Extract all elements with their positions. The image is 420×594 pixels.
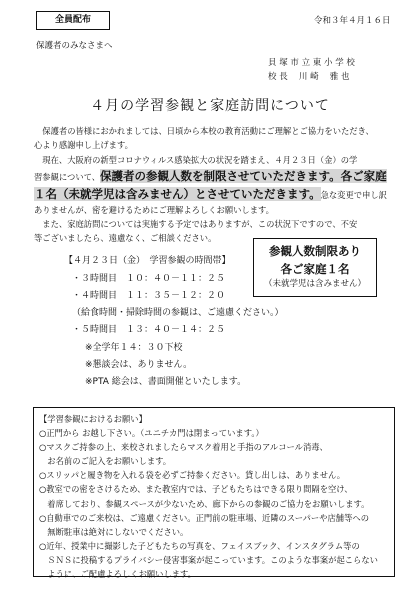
request-item: 着席しており、参観スペースが少ないため、廊下からの参観のご協力をお願いします。 xyxy=(39,498,370,509)
request-item: ○スリッパと履き物を入れる袋を必ずご持参ください。貸し出しは、ありません。 xyxy=(39,470,346,481)
schedule-period-5: ・５時間目 １３：４０－１４：２５ xyxy=(72,325,226,335)
body-text: 習参観について、 xyxy=(34,171,101,182)
body-line: また、家庭訪問については実施する予定ではありますが、この状況下ですので、不安 xyxy=(34,219,358,229)
body-text: 急な変更で申し訳 xyxy=(320,189,387,200)
request-item: ○自動車でのご来校は、ご遠慮ください。正門前の駐車場、近隣のスーパーや店舗等への xyxy=(39,512,369,523)
highlighted-text: １名（未就学児は含みません）とさせていただきます。 xyxy=(34,186,321,201)
schedule-note-meeting: ※懇談会は、ありません。 xyxy=(85,360,193,370)
body-line: 現在、大阪府の新型コロナウィルス感染拡大の状況を踏まえ、４月２３日（金）の学 xyxy=(34,155,358,165)
requests-box xyxy=(33,407,395,580)
schedule-lunch-note: （給食時間・掃除時間の参観は、ご遠慮ください。） xyxy=(72,308,284,318)
request-item: ○教室での密をさけるため、また教室内では、子どもたちはできる限り間隔を空け、 xyxy=(39,484,353,495)
body-paragraph-2 xyxy=(34,154,387,217)
request-item: 無断駐車は絶対にしないでください。 xyxy=(39,526,189,537)
request-item: ＳＮＳに投稿するプライバシー侵害事案が起こっています。このような事案が起こらない xyxy=(39,554,378,565)
requests-heading: 【学習参観におけるお願い】 xyxy=(39,414,147,424)
limit-heading: 参観人数制限あり xyxy=(269,244,361,258)
attendance-limit-box xyxy=(253,238,377,297)
schedule-period-3: ・３時間目 １０：４０－１１：２５ xyxy=(72,274,226,284)
schedule-period-4: ・４時間目 １１：３５－１２：２０ xyxy=(72,291,226,301)
body-line: 保護者の皆様におかれましては、日頃から本校の教育活動にご理解とご協力をいただき、 xyxy=(34,126,374,136)
request-item: ○近年、授業中に撮影した子どもたちの写真を、フェイスブック、インスタグラム等の xyxy=(39,540,360,551)
issue-date: 令和３年４月１６日 xyxy=(314,16,391,26)
body-line: 等ございましたら、遠慮なく、ご相談ください。 xyxy=(34,232,217,243)
body-line xyxy=(34,168,387,186)
request-item: お名前のご記入をお願いします。 xyxy=(39,456,172,467)
schedule-heading: 【４月２３日（金） 学習参観の時間帯】 xyxy=(64,256,231,266)
limit-count: 各ご家庭１名 xyxy=(280,262,350,276)
principal-name: 校 長 川 崎 雅 也 xyxy=(268,72,350,82)
schedule-note-dismissal: ※全学年１４：３０下校 xyxy=(85,343,183,353)
body-paragraph-1 xyxy=(34,125,374,152)
request-item: ○マスクご持参の上、来校されましたらマスク着用と手指のアルコール消毒、 xyxy=(39,442,328,453)
body-line xyxy=(34,186,387,204)
page-title: ４月の学習参観と家庭訪問について xyxy=(90,98,330,114)
request-item: ○正門から お越し下さい。（ユニチカ門は閉まっています。） xyxy=(39,428,264,439)
school-name: 貝 塚 市 立 東 小 学 校 xyxy=(268,58,355,68)
body-line: ありませんが、密を避けるためにご理解よろしくお願いします。 xyxy=(34,204,274,215)
request-item: ように、ご配慮よろしくお願いします。 xyxy=(39,569,196,580)
schedule-note-pta: ※PTA 総会は、書面開催といたします。 xyxy=(85,377,247,387)
addressee: 保護者のみなさまへ xyxy=(36,41,113,51)
limit-note: （未就学児は含みません） xyxy=(263,279,366,289)
distribution-badge: 全員配布 xyxy=(36,11,110,30)
highlighted-text: 保護者の参観人数を制限させていただきます。各ご家庭 xyxy=(100,168,387,183)
body-line: 心より感謝申し上げます。 xyxy=(34,139,133,150)
